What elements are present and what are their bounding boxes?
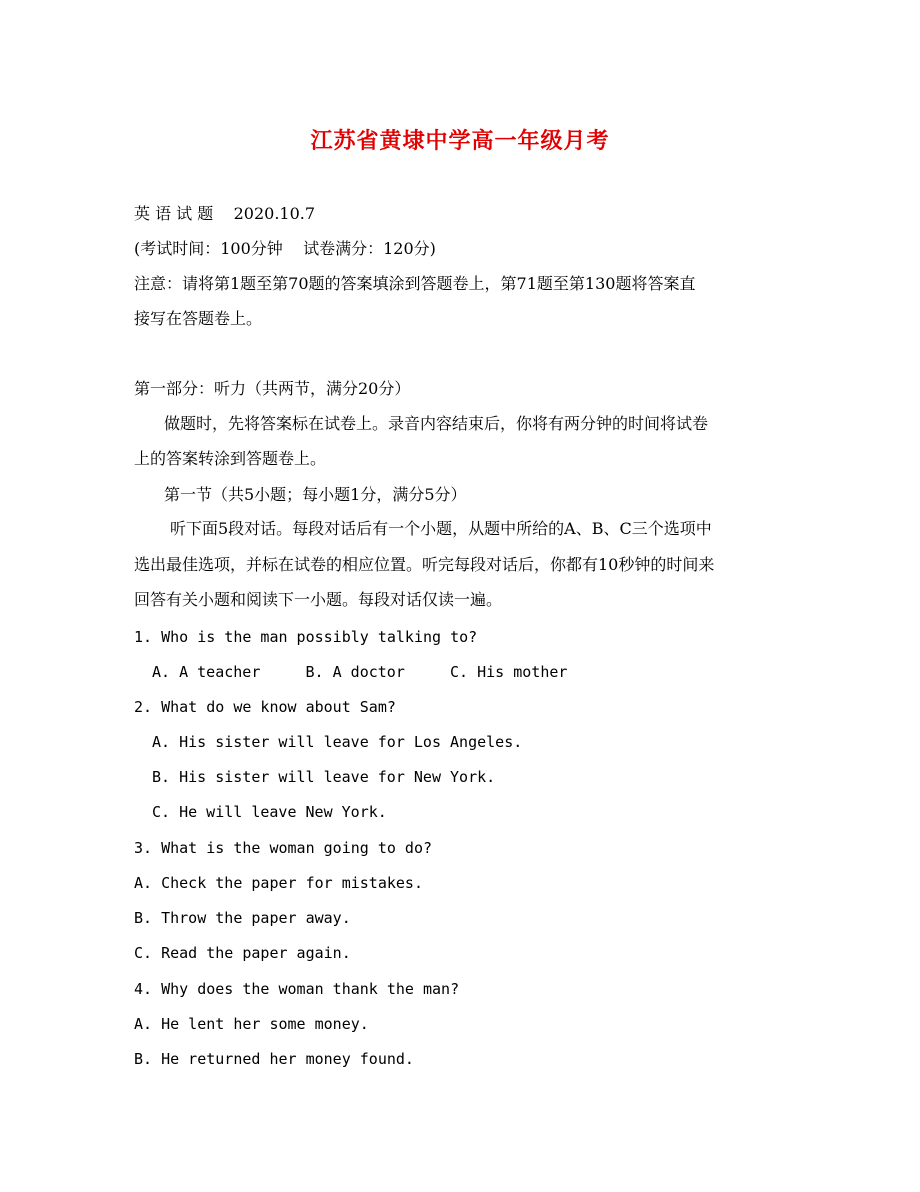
section1-heading: 第一节（共5小题；每小题1分，满分5分） — [164, 485, 467, 504]
section1-line-3: 回答有关小题和阅读下一小题。每段对话仅读一遍。 — [134, 590, 503, 609]
subject-line — [134, 204, 315, 224]
question-3-option-b: B. Throw the paper away. — [134, 909, 351, 927]
part1-instruction-line-2: 上的答案转涂到答题卷上。 — [134, 449, 327, 468]
exam-title: 江苏省黄埭中学高一年级月考 — [310, 128, 610, 154]
part1-instruction-line-1: 做题时，先将答案标在试卷上。录音内容结束后，你将有两分钟的时间将试卷 — [164, 414, 709, 433]
notice-line-2: 接写在答题卷上。 — [134, 309, 263, 328]
question-4-option-a: A. He lent her some money. — [134, 1015, 369, 1033]
question-2-stem: 2. What do we know about Sam? — [134, 698, 396, 716]
question-3-option-c: C. Read the paper again. — [134, 944, 351, 962]
question-2-option-b: B. His sister will leave for New York. — [152, 768, 496, 786]
question-3-option-a: A. Check the paper for mistakes. — [134, 874, 423, 892]
question-1-stem: 1. Who is the man possibly talking to? — [134, 628, 478, 646]
question-2-option-a: A. His sister will leave for Los Angeles. — [152, 733, 523, 751]
part1-heading: 第一部分：听力（共两节，满分20分） — [134, 379, 411, 398]
section1-line-1: 听下面5段对话。每段对话后有一个小题，从题中所给的A、B、C三个选项中 — [170, 519, 712, 538]
question-3-stem: 3. What is the woman going to do? — [134, 839, 433, 857]
notice-line-1: 注意：请将第1题至第70题的答案填涂到答题卷上，第71题至第130题将答案直 — [134, 274, 696, 293]
subject-label: 英 语 试 题 — [134, 204, 214, 223]
section1-line-2: 选出最佳选项，并标在试卷的相应位置。听完每段对话后，你都有10秒钟的时间来 — [134, 555, 715, 574]
exam-date: 2020.10.7 — [233, 204, 316, 223]
exam-time-info: (考试时间：100分钟 试卷满分：120分) — [134, 239, 436, 258]
question-1-options: A. A teacher B. A doctor C. His mother — [152, 663, 568, 681]
question-4-stem: 4. Why does the woman thank the man? — [134, 980, 460, 998]
question-4-option-b: B. He returned her money found. — [134, 1050, 414, 1068]
question-2-option-c: C. He will leave New York. — [152, 803, 387, 821]
